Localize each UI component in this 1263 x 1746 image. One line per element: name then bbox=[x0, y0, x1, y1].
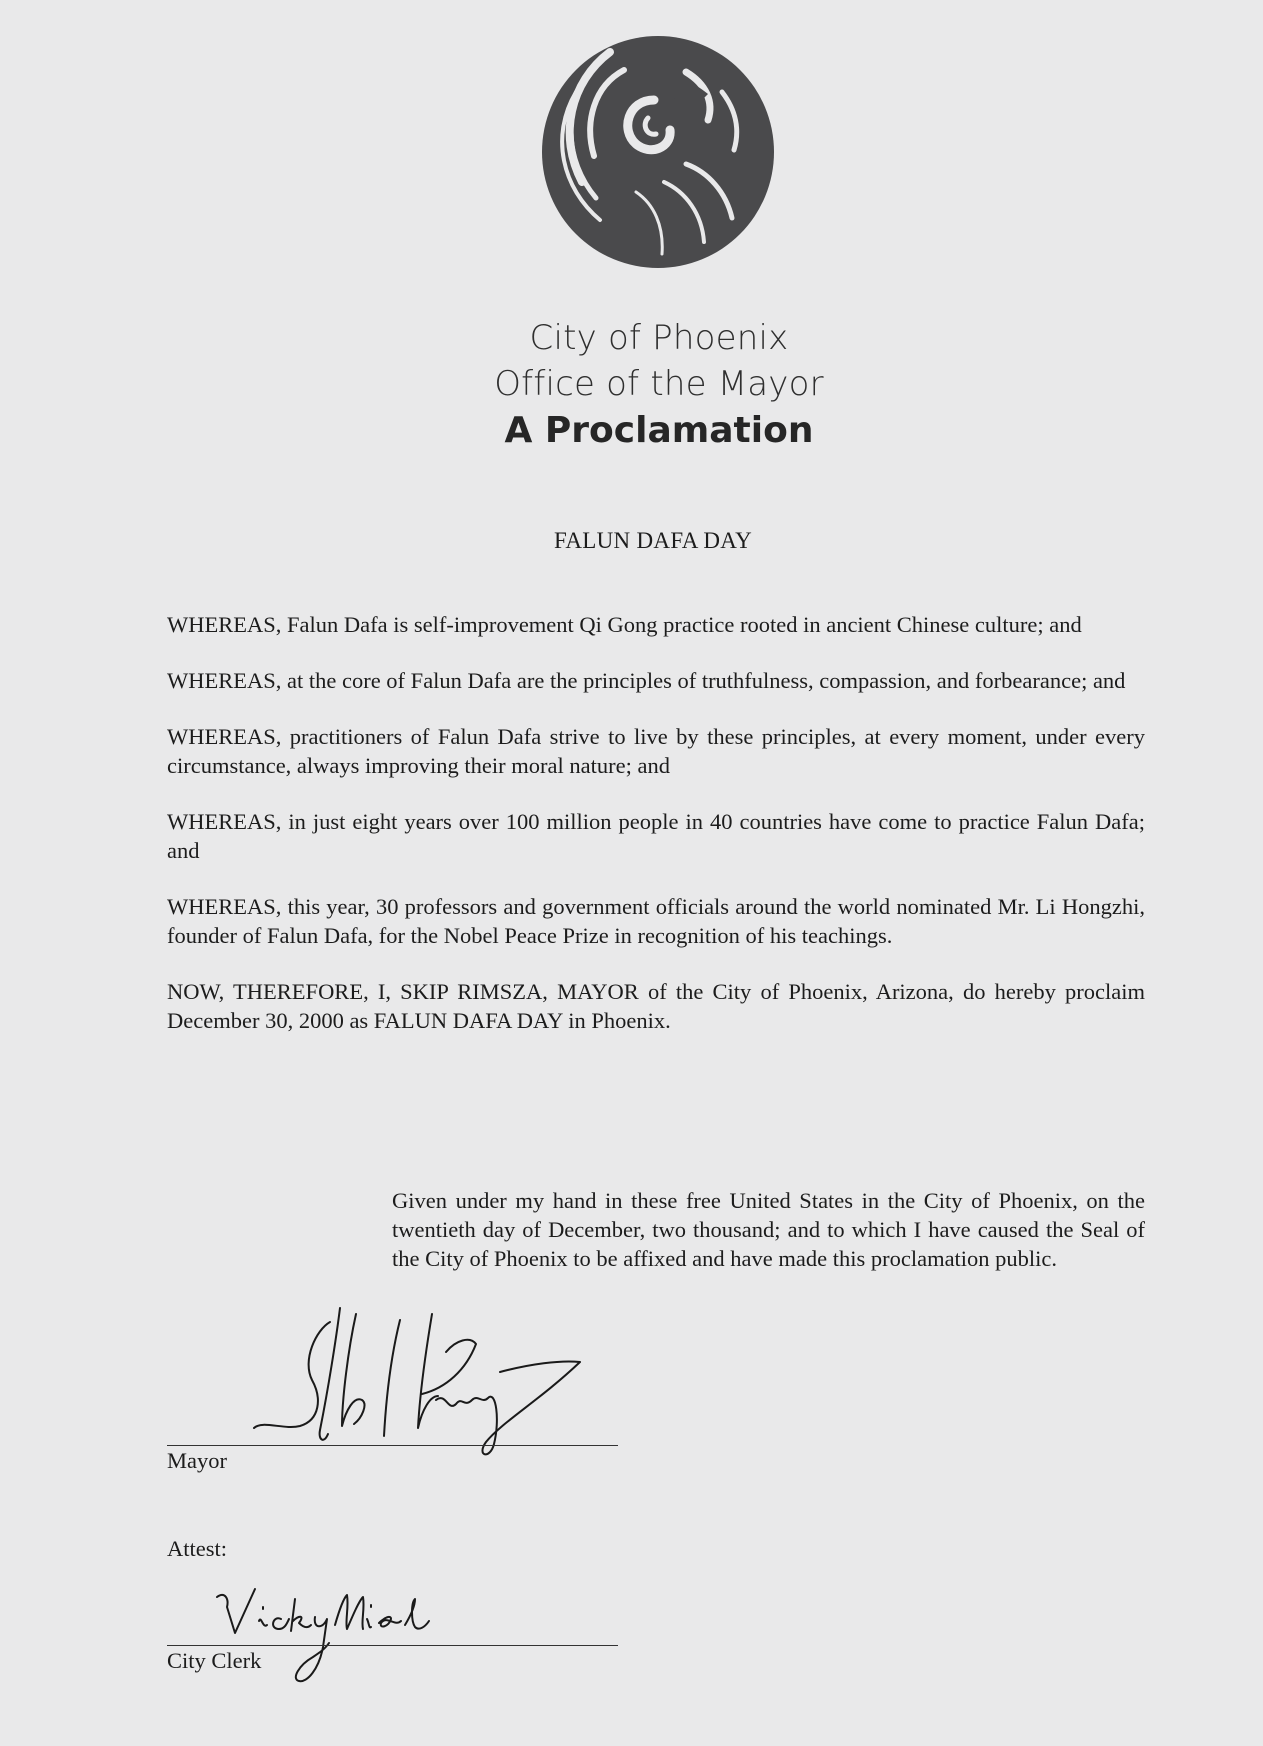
mayor-signature bbox=[250, 1300, 620, 1460]
phoenix-bird-icon bbox=[536, 32, 776, 272]
mayor-signature-line bbox=[167, 1445, 618, 1446]
mayor-label: Mayor bbox=[167, 1448, 227, 1473]
given-under-hand-text: Given under my hand in these free United States in the City of Phoenix, on the twentieth day of December, two thousand; and to which I have caused the Seal of the City of Phoenix to be affixed and have made this proclamation public. bbox=[392, 1188, 1145, 1271]
whereas-paragraph-1: WHEREAS, Falun Dafa is self-improvement Qi Gong practice rooted in ancient Chinese culture; and bbox=[167, 612, 1082, 637]
document-type: A Proclamation bbox=[504, 410, 814, 451]
office-name: Office of the Mayor bbox=[494, 364, 824, 404]
therefore-paragraph: NOW, THEREFORE, I, SKIP RIMSZA, MAYOR of the City of Phoenix, Arizona, do hereby proclaim December 30, 2000 as FALUN DAFA DAY in Phoenix. bbox=[167, 979, 1145, 1033]
whereas-paragraph-2: WHEREAS, at the core of Falun Dafa are the principles of truthfulness, compassion, and forbearance; and bbox=[167, 668, 1126, 693]
whereas-paragraph-3: WHEREAS, practitioners of Falun Dafa strive to live by these principles, at every moment, under every circumstance, always improving their moral nature; and bbox=[167, 724, 1145, 778]
clerk-signature-line bbox=[167, 1645, 618, 1646]
clerk-signature bbox=[215, 1585, 435, 1695]
attest-label: Attest: bbox=[167, 1536, 227, 1561]
city-name: City of Phoenix bbox=[529, 318, 789, 358]
proclamation-body bbox=[167, 610, 1145, 1062]
whereas-paragraph-4: WHEREAS, in just eight years over 100 million people in 40 countries have come to practice Falun Dafa; and bbox=[167, 809, 1145, 863]
whereas-paragraph-5: WHEREAS, this year, 30 professors and government officials around the world nominated Mr. Li Hongzhi, founder of Falun Dafa, for the Nobel Peace Prize in recognition of his teachings. bbox=[167, 894, 1145, 948]
city-clerk-label: City Clerk bbox=[167, 1648, 262, 1673]
proclamation-title: FALUN DAFA DAY bbox=[553, 528, 753, 553]
